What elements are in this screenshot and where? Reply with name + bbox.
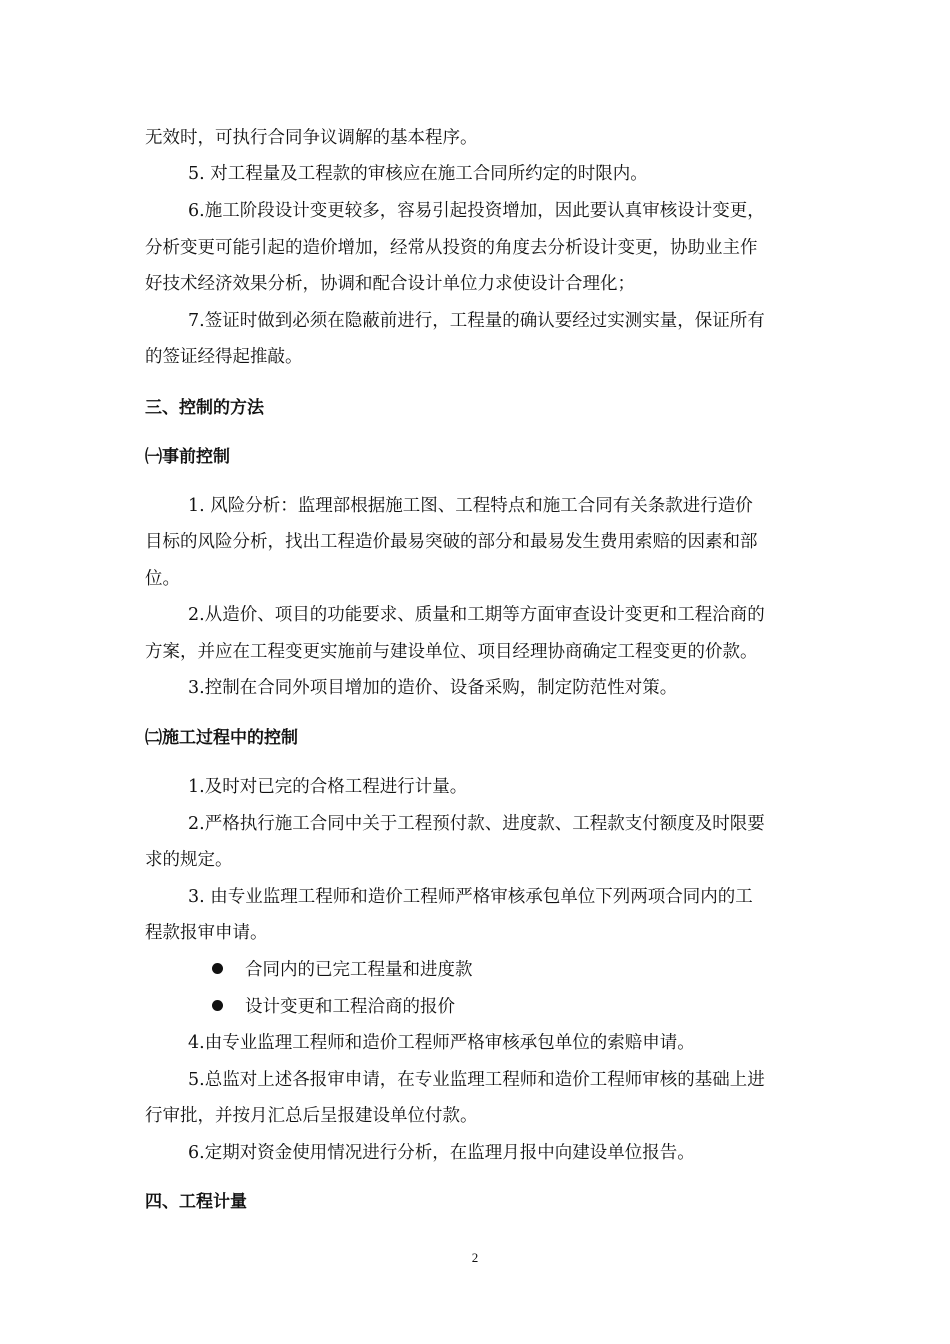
paragraph-line: 5.总监对上述各报审申请，在专业监理工程师和造价工程师审核的基础上进 bbox=[188, 1070, 765, 1090]
paragraph-line: 分析变更可能引起的造价增加，经常从投资的角度去分析设计变更，协助业主作 bbox=[145, 238, 758, 258]
paragraph-line: 2.从造价、项目的功能要求、质量和工期等方面审查设计变更和工程洽商的 bbox=[188, 605, 765, 625]
paragraph-line: 求的规定。 bbox=[145, 850, 233, 870]
bullet-dot-icon bbox=[212, 1000, 223, 1011]
paragraph-line: 5. 对工程量及工程款的审核应在施工合同所约定的时限内。 bbox=[188, 164, 648, 184]
paragraph-line: 6.定期对资金使用情况进行分析，在监理月报中向建设单位报告。 bbox=[188, 1143, 695, 1163]
paragraph-line: 好技术经济效果分析，协调和配合设计单位力求使设计合理化； bbox=[145, 274, 635, 294]
page-number: 2 bbox=[471, 1250, 479, 1265]
paragraph-line: 程款报审申请。 bbox=[145, 923, 268, 943]
bullet-text: 合同内的已完工程量和进度款 bbox=[245, 960, 473, 980]
bullet-item bbox=[212, 995, 455, 1019]
paragraph-line: 4.由专业监理工程师和造价工程师严格审核承包单位的索赔申请。 bbox=[188, 1033, 695, 1053]
paragraph-line: 6.施工阶段设计变更较多，容易引起投资增加，因此要认真审核设计变更， bbox=[188, 201, 765, 221]
bullet-dot-icon bbox=[212, 963, 223, 974]
paragraph-line: 1. 风险分析：监理部根据施工图、工程特点和施工合同有关条款进行造价 bbox=[188, 496, 753, 516]
subsection-heading: ㈡施工过程中的控制 bbox=[145, 728, 298, 748]
section-heading: 三、控制的方法 bbox=[145, 398, 264, 418]
paragraph-line: 3. 由专业监理工程师和造价工程师严格审核承包单位下列两项合同内的工 bbox=[188, 887, 753, 907]
paragraph-line: 位。 bbox=[145, 569, 180, 589]
paragraph-line: 3.控制在合同外项目增加的造价、设备采购，制定防范性对策。 bbox=[188, 678, 678, 698]
paragraph-line: 1.及时对已完的合格工程进行计量。 bbox=[188, 777, 468, 797]
paragraph-line: 方案，并应在工程变更实施前与建设单位、项目经理协商确定工程变更的价款。 bbox=[145, 642, 758, 662]
subsection-heading: ㈠事前控制 bbox=[145, 447, 230, 467]
paragraph-line: 无效时，可执行合同争议调解的基本程序。 bbox=[145, 128, 478, 148]
paragraph-line: 2.严格执行施工合同中关于工程预付款、进度款、工程款支付额度及时限要 bbox=[188, 814, 765, 834]
bullet-item bbox=[212, 958, 473, 982]
bullet-text: 设计变更和工程洽商的报价 bbox=[245, 997, 455, 1017]
section-heading: 四、工程计量 bbox=[145, 1192, 247, 1212]
paragraph-line: 目标的风险分析，找出工程造价最易突破的部分和最易发生费用索赔的因素和部 bbox=[145, 532, 758, 552]
paragraph-line: 行审批，并按月汇总后呈报建设单位付款。 bbox=[145, 1106, 478, 1126]
paragraph-line: 7.签证时做到必须在隐蔽前进行，工程量的确认要经过实测实量，保证所有 bbox=[188, 311, 765, 331]
paragraph-line: 的签证经得起推敲。 bbox=[145, 347, 303, 367]
